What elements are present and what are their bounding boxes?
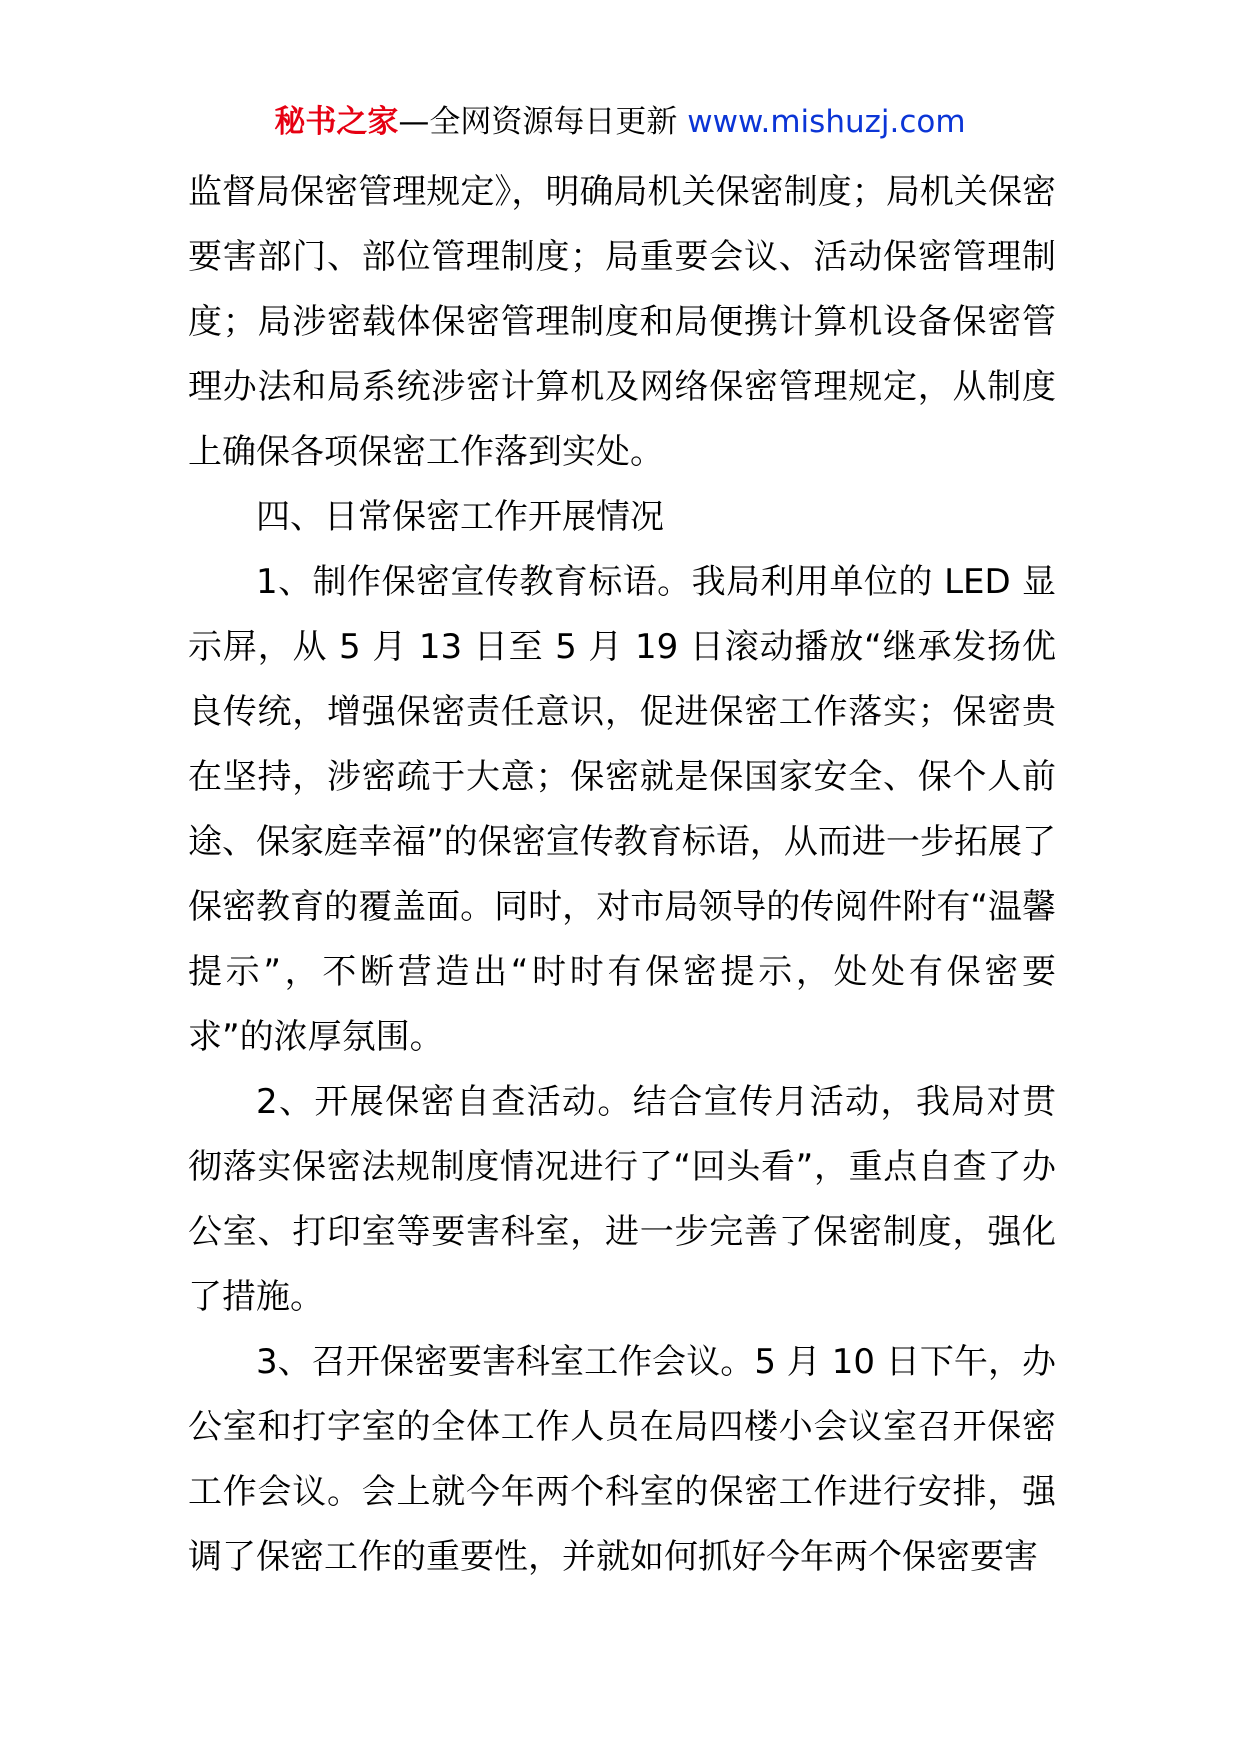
header-url-link[interactable]: www.mishuzj.com xyxy=(687,104,966,140)
header-tagline: —全网资源每日更新 xyxy=(398,104,688,140)
document-body xyxy=(188,160,1056,1590)
paragraph-item-1: 1、制作保密宣传教育标语。我局利用单位的 LED 显示屏，从 5 月 13 日至 5 月 19 日滚动播放“继承发扬优良传统，增强保密责任意识，促进保密工作落实；保密贵在坚持，涉密疏于大意；保密就是保国家安全、保个人前途、保家庭幸福”的保密宣传教育标语，从而进一步拓展了保密教育的覆盖面。同时，对市局领导的传阅件附有“温馨提示”，不断营造出“时时有保密提示，处处有保密要求”的浓厚氛围。 xyxy=(188,562,1056,1057)
paragraph-item-2: 2、开展保密自查活动。结合宣传月活动，我局对贯彻落实保密法规制度情况进行了“回头看”，重点自查了办公室、打印室等要害科室，进一步完善了保密制度，强化了措施。 xyxy=(188,1082,1056,1317)
paragraph-item-3: 3、召开保密要害科室工作会议。5 月 10 日下午，办公室和打字室的全体工作人员在局四楼小会议室召开保密工作会议。会上就今年两个科室的保密工作进行安排，强调了保密工作的重要性，并就如何抓好今年两个保密要害 xyxy=(188,1342,1056,1577)
section-heading: 四、日常保密工作开展情况 xyxy=(256,497,664,537)
paragraph-continuation: 监督局保密管理规定》，明确局机关保密制度；局机关保密要害部门、部位管理制度；局重要会议、活动保密管理制度；局涉密载体保密管理制度和局便携计算机设备保密管理办法和局系统涉密计算机及网络保密管理规定，从制度上确保各项保密工作落到实处。 xyxy=(188,172,1056,472)
page-header xyxy=(0,100,1240,144)
header-brand: 秘书之家 xyxy=(274,104,399,140)
